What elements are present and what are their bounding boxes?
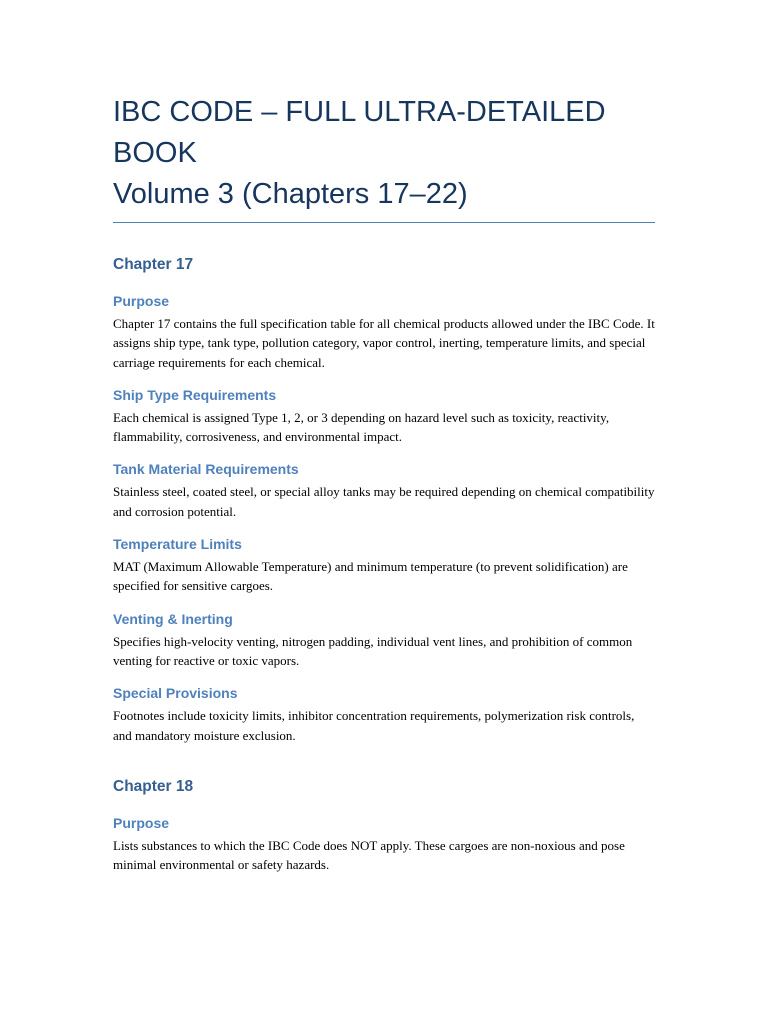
chapter-heading: Chapter 17: [113, 256, 194, 273]
document-title: [113, 92, 655, 223]
chapter-heading: Chapter 18: [113, 777, 194, 795]
section-paragraph: Lists substances to which the IBC Code does NOT apply. These cargoes are non-noxious and pose minimal environmental or safety hazards.: [113, 837, 625, 873]
title-line-1: IBC CODE – FULL ULTRA-DETAILED: [113, 96, 606, 128]
title-line-2: BOOK: [113, 137, 197, 169]
section-temperature-limits: [113, 535, 655, 596]
section-paragraph: Each chemical is assigned Type 1, 2, or 3 depending on hazard level such as toxicity, reactivity, flammability, corrosiveness, and environmental impact.: [113, 409, 610, 445]
document-page: [113, 92, 655, 874]
section-heading: Purpose: [113, 293, 170, 309]
section-paragraph: Stainless steel, coated steel, or special alloy tanks may be required depending on chemical compatibility and corrosion potential.: [113, 484, 655, 519]
section-venting-inerting: [113, 610, 655, 671]
section-paragraph: Chapter 17 contains the full specification table for all chemical products allowed under the IBC Code. It assigns ship type, tank type, pollution category, vapor control, inerting, temperature limits, and special carriage requirements for each chemical.: [113, 316, 655, 370]
section-special-provisions: [113, 684, 655, 745]
section-purpose: [113, 814, 655, 875]
section-heading: Temperature Limits: [113, 536, 242, 553]
section-heading: Special Provisions: [113, 685, 238, 702]
section-heading: Ship Type Requirements: [113, 386, 277, 403]
section-heading: Tank Material Requirements: [113, 461, 299, 478]
section-paragraph: Footnotes include toxicity limits, inhibitor concentration requirements, polymerization risk controls, and mandatory moisture exclusion.: [113, 708, 635, 743]
section-purpose: [113, 292, 655, 372]
section-heading: Venting & Inerting: [113, 610, 233, 627]
section-tank-material-requirements: [113, 460, 655, 521]
section-ship-type-requirements: [113, 386, 655, 447]
section-paragraph: Specifies high-velocity venting, nitrogen padding, individual vent lines, and prohibition of common venting for reactive or toxic vapors.: [113, 633, 633, 668]
title-line-3: Volume 3 (Chapters 17–22): [113, 178, 468, 210]
section-heading: Purpose: [113, 814, 170, 831]
chapter-17: [113, 255, 655, 745]
section-paragraph: MAT (Maximum Allowable Temperature) and minimum temperature (to prevent solidification) are specified for sensitive cargoes.: [113, 559, 628, 594]
chapter-18: [113, 777, 655, 875]
